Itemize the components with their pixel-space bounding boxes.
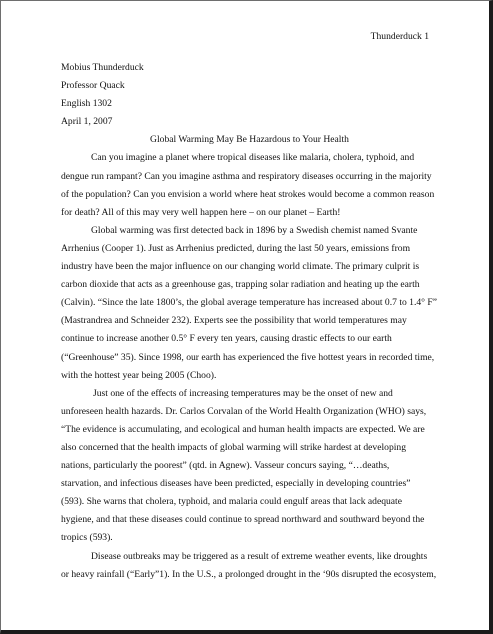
paragraph-line: (Mastrandrea and Schneider 232). Experts see the possibility that world temperatures may xyxy=(61,315,407,327)
paragraph-line: with the hottest year being 2005 (Choo). xyxy=(61,369,217,381)
instructor-name: Professor Quack xyxy=(61,80,125,92)
paragraph-line: Global warming was first detected back in 1896 by a Swedish chemist named Svante xyxy=(91,224,418,236)
paragraph-line: dengue run rampant? Can you imagine asthma and respiratory diseases occurring in the majority xyxy=(61,170,432,182)
paragraph-line: tropics (593). xyxy=(61,532,113,544)
paragraph-line: hygiene, and that these diseases could continue to spread northward and southward beyond the xyxy=(61,514,425,526)
paragraph-line: (“Greenhouse” 35). Since 1998, our earth has experienced the five hottest years in recorded time, xyxy=(61,351,435,363)
paragraph-line: or heavy rainfall (“Early”1). In the U.S., a prolonged drought in the ‘90s disrupted the ecosystem, xyxy=(61,568,437,580)
paragraph-line: Can you imagine a planet where tropical diseases like malaria, cholera, typhoid, and xyxy=(91,152,415,164)
paragraph-line: unforeseen health hazards. Dr. Carlos Corvalan of the World Health Organization (WHO) says, xyxy=(61,405,427,417)
paragraph-line: “The evidence is accumulating, and ecological and human health impacts are expected. We are xyxy=(61,423,425,435)
paragraph-line: (593). She warns that cholera, typhoid, and malaria could engulf areas that lack adequate xyxy=(61,496,402,508)
paragraph-line: nations, particularly the poorest” (qtd. in Agnew). Vasseur concurs saying, “…deaths, xyxy=(61,460,390,472)
paragraph-health-hazards xyxy=(61,385,438,548)
essay-date: April 1, 2007 xyxy=(61,116,113,128)
course-name: English 1302 xyxy=(61,98,112,110)
paragraph-line: for death? All of this may very well happen here – on our planet – Earth! xyxy=(61,206,341,218)
paragraph-line: of the population? Can you envision a world where heat strokes would become a common reason xyxy=(61,188,435,200)
paragraph-line: (Calvin). “Since the late 1800’s, the global average temperature has increased about 0.7 to 1.4° F” xyxy=(61,297,438,309)
essay-body xyxy=(61,59,438,584)
paragraph-line: industry have been the major influence on our changing world climate. The primary culprit is xyxy=(61,261,420,273)
paragraph-line: carbon dioxide that acts as a greenhouse gas, trapping solar radiation and heating up the earth xyxy=(61,279,420,291)
paragraph-line: Just one of the effects of increasing temperatures may be the onset of new and xyxy=(93,387,393,399)
paragraph-background xyxy=(61,222,438,385)
paragraph-intro xyxy=(61,149,438,221)
paragraph-disease-outbreaks xyxy=(61,548,438,584)
paragraph-line: also concerned that the health impacts of global warming will strike hardest at developing xyxy=(61,441,407,453)
running-head: Thunderduck 1 xyxy=(370,31,429,42)
paragraph-line: starvation, and infectious diseases have been predicted, especially in developing countries” xyxy=(61,478,411,490)
paragraph-line: Arrhenius (Cooper 1). Just as Arrhenius predicted, during the last 50 years, emissions from xyxy=(61,242,411,254)
author-name: Mobius Thunderduck xyxy=(61,62,144,73)
essay-title: Global Warming May Be Hazardous to Your Health xyxy=(150,134,349,146)
paragraph-line: Disease outbreaks may be triggered as a result of extreme weather events, like droughts xyxy=(91,550,428,562)
paragraph-line: continue to increase another 0.5° F every ten years, causing drastic effects to our earth xyxy=(61,333,392,345)
